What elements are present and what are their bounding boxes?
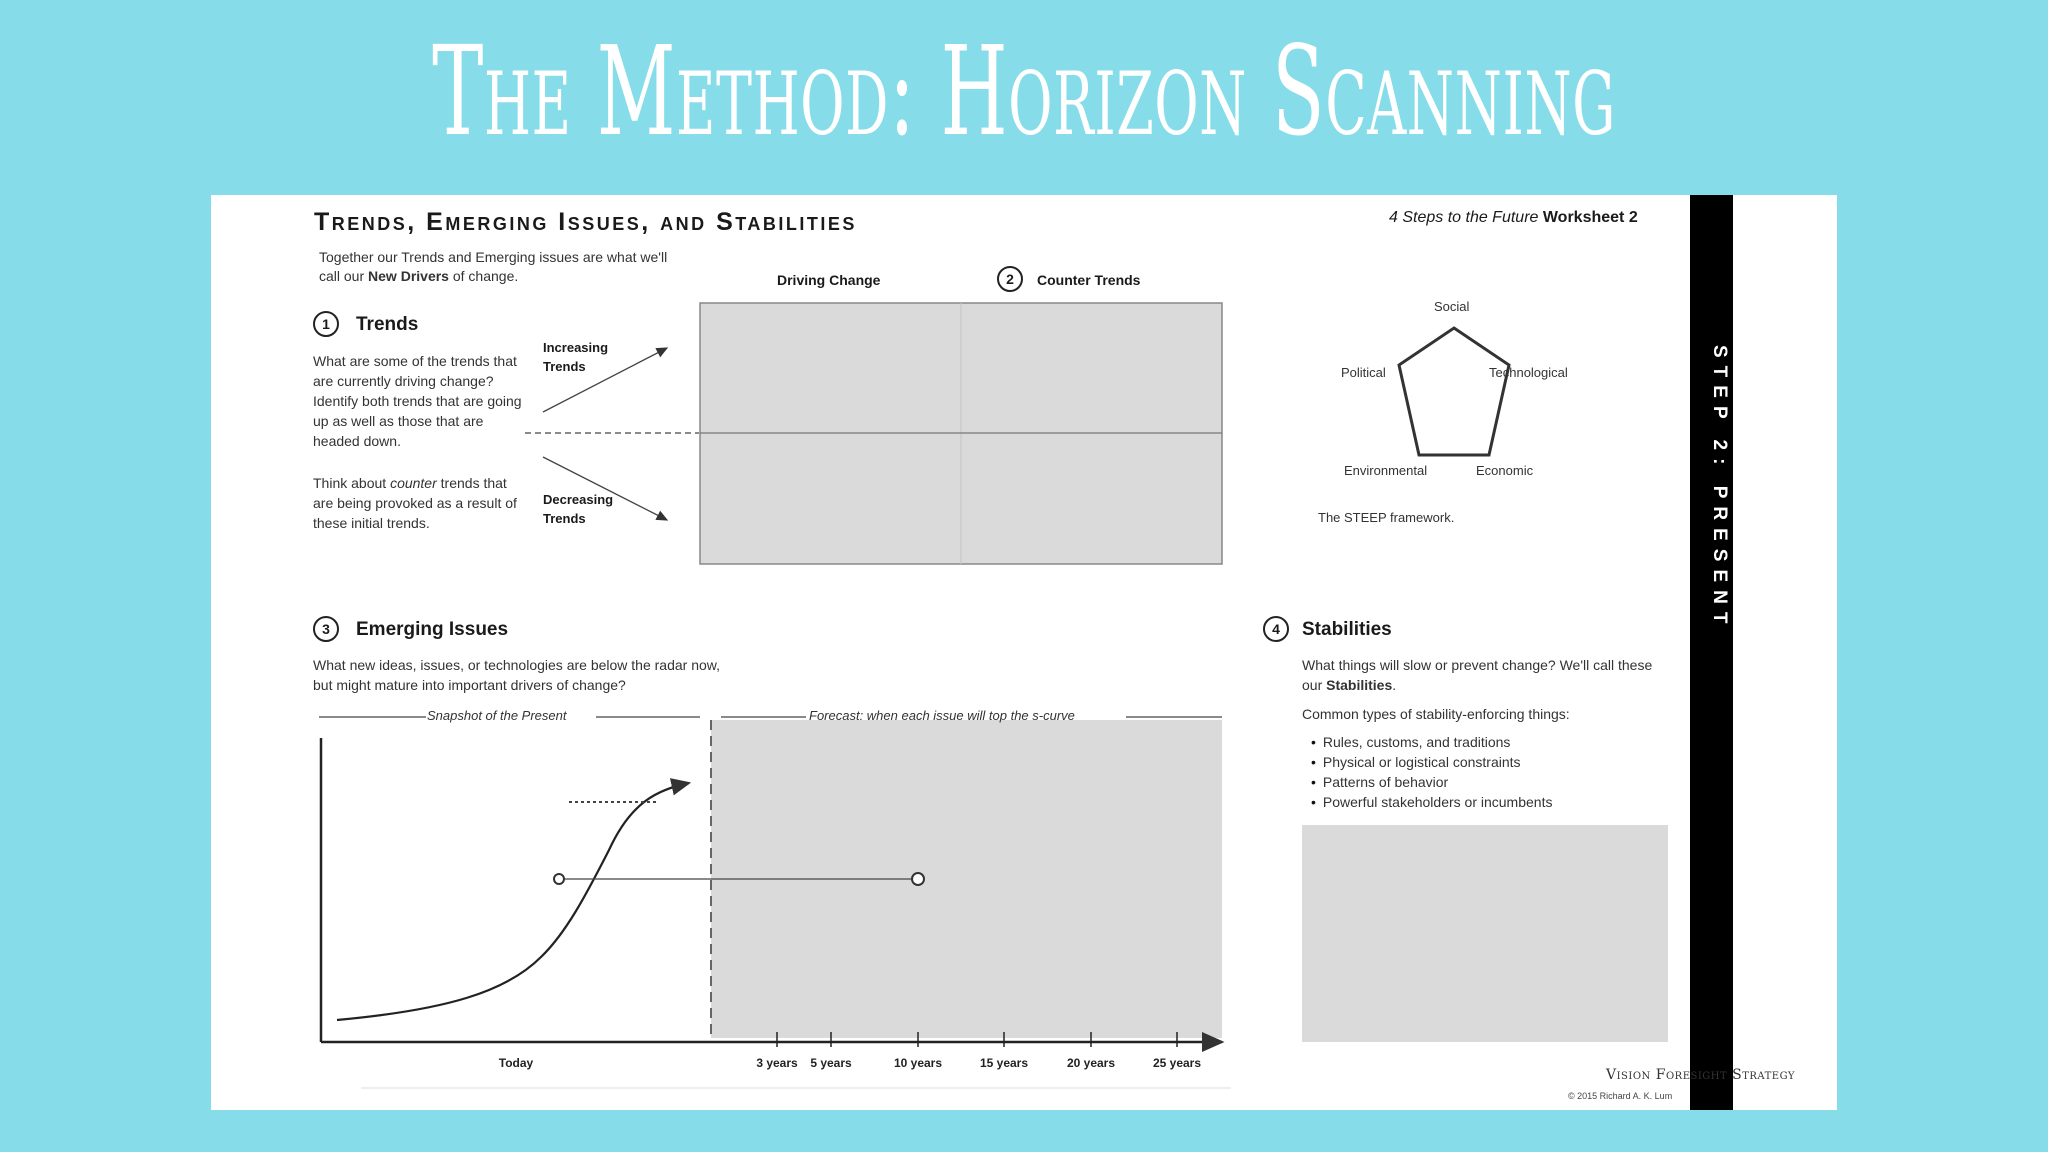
trends-body-2-post: trends that are being provoked as a result of these initial trends. <box>313 475 517 531</box>
x-tick-label: 20 years <box>1066 1056 1116 1070</box>
worksheet-title: Trends, Emerging Issues, and Stabilities <box>314 208 857 236</box>
steep-environmental: Environmental <box>1344 463 1428 478</box>
stabilities-box <box>1302 825 1668 1042</box>
emerging-body: What new ideas, issues, or technologies are below the radar now, but might mature into important drivers of change? <box>313 657 721 693</box>
driving-change-label: Driving Change <box>777 272 881 288</box>
steep-political: Political <box>1341 365 1386 380</box>
step-sidebar-label: STEP 2: PRESENT <box>1709 345 1730 632</box>
list-item: • Rules, customs, and traditions <box>1311 732 1552 752</box>
footer-brand: Vision Foresight Strategy <box>1606 1067 1795 1083</box>
x-tick-label: 3 years <box>756 1056 798 1070</box>
counter-trends-number: 2 <box>997 266 1023 292</box>
decreasing-trends-label: Decreasing Trends <box>543 492 614 526</box>
stabilities-number: 4 <box>1263 616 1289 642</box>
trends-number: 1 <box>313 311 339 337</box>
stabilities-body-1: What things will slow or prevent change? We'll call these our <box>1302 657 1653 693</box>
steep-economic: Economic <box>1476 463 1534 478</box>
worksheet <box>211 195 1837 1110</box>
trends-body-2-em: counter <box>390 475 437 491</box>
intro-text-1: Together our Trends and Emerging issues are what we'll call our <box>319 249 668 284</box>
increasing-arrow <box>543 348 667 412</box>
today-label: Today <box>498 1056 534 1070</box>
snapshot-label: Snapshot of the Present <box>427 708 567 723</box>
trends-heading: Trends <box>356 314 419 335</box>
intro-text-bold: New Drivers <box>368 268 449 284</box>
steep-social: Social <box>1434 299 1470 314</box>
trends-body-1: What are some of the trends that are currently driving change? Identify both trends that are going up as well as those that are headed down. <box>313 353 522 449</box>
s-curve <box>337 783 689 1020</box>
increasing-trends-label: Increasing Trends <box>543 340 609 374</box>
emerging-heading: Emerging Issues <box>356 619 509 640</box>
stabilities-body-bold: Stabilities <box>1326 677 1393 693</box>
stabilities-heading: Stabilities <box>1302 619 1392 640</box>
present-point <box>554 874 564 884</box>
list-item: • Physical or logistical constraints <box>1311 752 1552 772</box>
list-item: • Powerful stakeholders or incumbents <box>1311 792 1552 812</box>
intro-text-2: of change. <box>448 268 519 284</box>
stabilities-body <box>1302 655 1662 695</box>
slide-title: The Method: Horizon Scanning <box>432 20 1616 164</box>
steep-technological: Technological <box>1489 365 1568 380</box>
worksheet-subtitle-rest: Worksheet 2 <box>1538 209 1638 226</box>
stabilities-common: Common types of stability-enforcing things: <box>1302 706 1570 722</box>
decreasing-arrow <box>543 457 667 520</box>
steep-pentagon <box>1399 328 1509 455</box>
forecast-label: Forecast: when each issue will top the s-curve <box>809 708 1075 723</box>
x-tick-label: 5 years <box>810 1056 852 1070</box>
counter-trends-label: Counter Trends <box>1037 272 1141 288</box>
stabilities-list <box>1311 732 1552 812</box>
list-item: • Patterns of behavior <box>1311 772 1552 792</box>
x-tick-label: 10 years <box>893 1056 943 1070</box>
copyright: © 2015 Richard A. K. Lum <box>1568 1091 1673 1101</box>
x-tick-label: 25 years <box>1152 1056 1202 1070</box>
forecast-point <box>912 873 924 885</box>
emerging-number: 3 <box>313 616 339 642</box>
worksheet-subtitle-italic: 4 Steps to the Future <box>1389 209 1539 226</box>
steep-caption: The STEEP framework. <box>1318 510 1455 525</box>
step-sidebar <box>1690 195 1733 1110</box>
trends-body-2-pre: Think about <box>313 475 391 491</box>
x-tick-label: 15 years <box>979 1056 1029 1070</box>
stabilities-body-2: . <box>1392 677 1397 693</box>
